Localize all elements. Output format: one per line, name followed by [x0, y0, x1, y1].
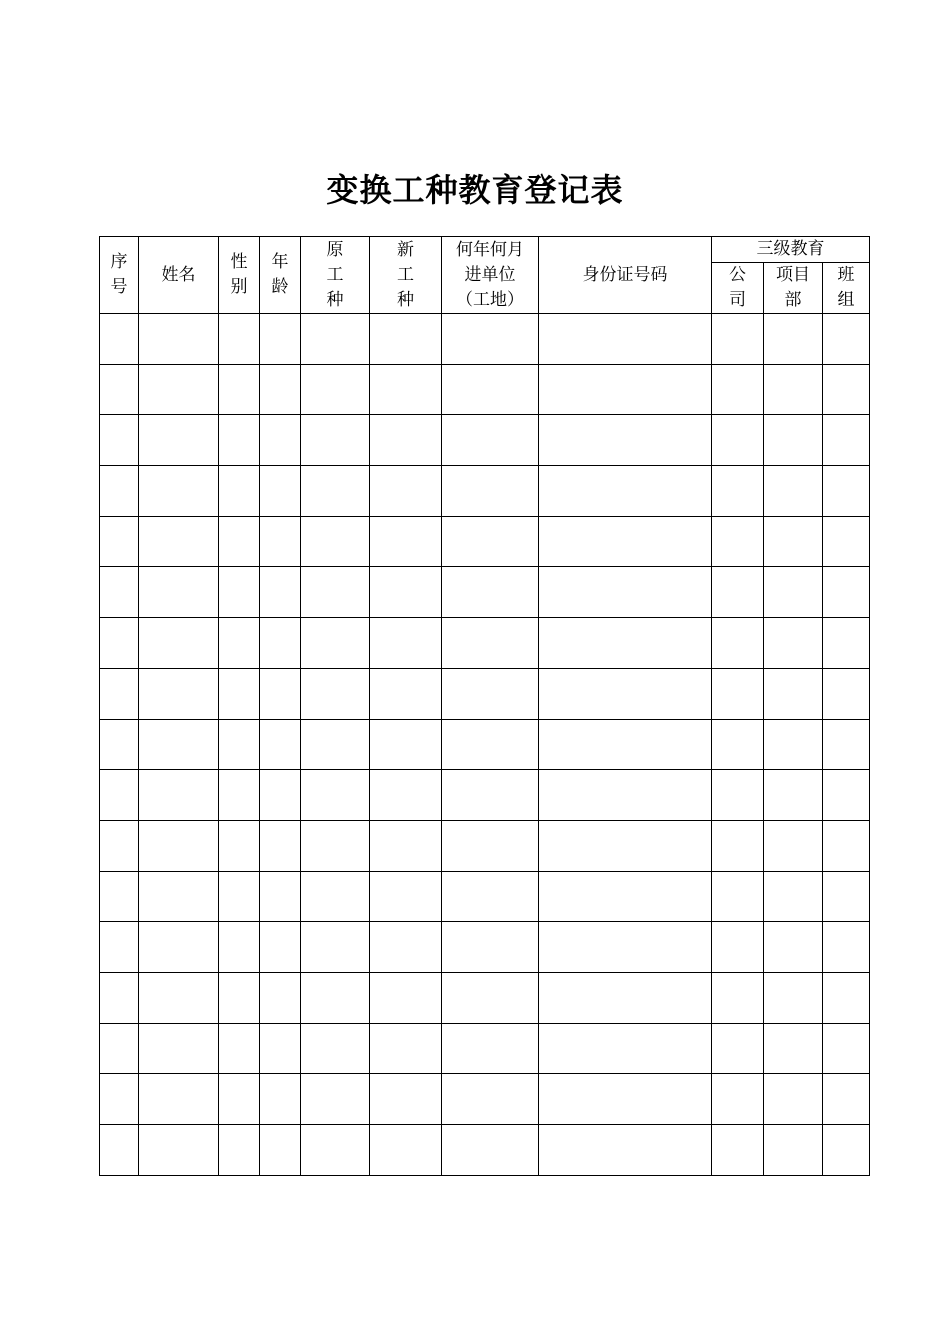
header-name: 姓名	[139, 237, 219, 314]
table-row	[100, 364, 870, 415]
cell-id-number[interactable]	[539, 466, 712, 517]
cell-new-trade[interactable]	[370, 1074, 442, 1125]
cell-entry-date[interactable]	[442, 770, 539, 821]
cell-company[interactable]	[712, 922, 764, 973]
cell-project-dept[interactable]	[764, 415, 823, 466]
cell-age[interactable]	[260, 415, 301, 466]
cell-new-trade[interactable]	[370, 314, 442, 365]
cell-company[interactable]	[712, 871, 764, 922]
cell-seq[interactable]	[100, 922, 139, 973]
cell-age[interactable]	[260, 1023, 301, 1074]
cell-id-number[interactable]	[539, 922, 712, 973]
cell-entry-date[interactable]	[442, 1023, 539, 1074]
table-row	[100, 972, 870, 1023]
cell-name[interactable]	[139, 871, 219, 922]
cell-team[interactable]	[823, 364, 870, 415]
cell-entry-date[interactable]	[442, 314, 539, 365]
cell-new-trade[interactable]	[370, 871, 442, 922]
cell-name[interactable]	[139, 820, 219, 871]
cell-seq[interactable]	[100, 364, 139, 415]
header-seq: 序号	[100, 237, 139, 314]
cell-team[interactable]	[823, 922, 870, 973]
cell-age[interactable]	[260, 871, 301, 922]
cell-old-trade[interactable]	[301, 719, 370, 770]
cell-team[interactable]	[823, 618, 870, 669]
cell-new-trade[interactable]	[370, 922, 442, 973]
cell-project-dept[interactable]	[764, 314, 823, 365]
cell-name[interactable]	[139, 972, 219, 1023]
cell-new-trade[interactable]	[370, 820, 442, 871]
cell-age[interactable]	[260, 314, 301, 365]
header-entry-line1: 何年何月	[456, 239, 524, 260]
cell-seq[interactable]	[100, 719, 139, 770]
cell-name[interactable]	[139, 314, 219, 365]
table-row	[100, 668, 870, 719]
cell-company[interactable]	[712, 516, 764, 567]
registration-table	[99, 236, 870, 1176]
cell-entry-date[interactable]	[442, 922, 539, 973]
cell-company[interactable]	[712, 466, 764, 517]
cell-seq[interactable]	[100, 972, 139, 1023]
cell-project-dept[interactable]	[764, 1074, 823, 1125]
cell-age[interactable]	[260, 719, 301, 770]
cell-name[interactable]	[139, 1125, 219, 1176]
cell-project-dept[interactable]	[764, 871, 823, 922]
cell-team[interactable]	[823, 1023, 870, 1074]
cell-new-trade[interactable]	[370, 567, 442, 618]
cell-new-trade[interactable]	[370, 1125, 442, 1176]
cell-team[interactable]	[823, 516, 870, 567]
cell-team[interactable]	[823, 466, 870, 517]
cell-company[interactable]	[712, 668, 764, 719]
cell-id-number[interactable]	[539, 1023, 712, 1074]
cell-company[interactable]	[712, 415, 764, 466]
cell-gender[interactable]	[219, 1074, 260, 1125]
cell-name[interactable]	[139, 719, 219, 770]
cell-gender[interactable]	[219, 871, 260, 922]
cell-company[interactable]	[712, 820, 764, 871]
cell-entry-date[interactable]	[442, 820, 539, 871]
cell-age[interactable]	[260, 922, 301, 973]
cell-name[interactable]	[139, 567, 219, 618]
cell-entry-date[interactable]	[442, 364, 539, 415]
cell-project-dept[interactable]	[764, 466, 823, 517]
cell-gender[interactable]	[219, 364, 260, 415]
cell-new-trade[interactable]	[370, 364, 442, 415]
cell-project-dept[interactable]	[764, 719, 823, 770]
cell-gender[interactable]	[219, 466, 260, 517]
cell-team[interactable]	[823, 719, 870, 770]
cell-project-dept[interactable]	[764, 567, 823, 618]
cell-entry-date[interactable]	[442, 567, 539, 618]
cell-new-trade[interactable]	[370, 516, 442, 567]
cell-team[interactable]	[823, 1125, 870, 1176]
cell-new-trade[interactable]	[370, 972, 442, 1023]
table-row	[100, 415, 870, 466]
cell-team[interactable]	[823, 314, 870, 365]
cell-team[interactable]	[823, 820, 870, 871]
cell-old-trade[interactable]	[301, 466, 370, 517]
cell-age[interactable]	[260, 770, 301, 821]
cell-entry-date[interactable]	[442, 516, 539, 567]
cell-old-trade[interactable]	[301, 871, 370, 922]
cell-old-trade[interactable]	[301, 516, 370, 567]
cell-seq[interactable]	[100, 466, 139, 517]
cell-company[interactable]	[712, 364, 764, 415]
cell-name[interactable]	[139, 922, 219, 973]
cell-id-number[interactable]	[539, 820, 712, 871]
header-entry-line3: （工地）	[456, 289, 524, 310]
cell-company[interactable]	[712, 618, 764, 669]
table-row	[100, 1023, 870, 1074]
cell-name[interactable]	[139, 668, 219, 719]
table-row	[100, 618, 870, 669]
cell-id-number[interactable]	[539, 516, 712, 567]
cell-id-number[interactable]	[539, 415, 712, 466]
cell-team[interactable]	[823, 770, 870, 821]
cell-company[interactable]	[712, 972, 764, 1023]
cell-seq[interactable]	[100, 415, 139, 466]
header-gender: 性别	[219, 237, 260, 314]
cell-id-number[interactable]	[539, 972, 712, 1023]
cell-id-number[interactable]	[539, 314, 712, 365]
header-age: 年龄	[260, 237, 301, 314]
cell-id-number[interactable]	[539, 1074, 712, 1125]
cell-old-trade[interactable]	[301, 415, 370, 466]
cell-seq[interactable]	[100, 668, 139, 719]
cell-old-trade[interactable]	[301, 770, 370, 821]
cell-id-number[interactable]	[539, 567, 712, 618]
cell-project-dept[interactable]	[764, 770, 823, 821]
cell-old-trade[interactable]	[301, 314, 370, 365]
cell-old-trade[interactable]	[301, 668, 370, 719]
cell-seq[interactable]	[100, 770, 139, 821]
cell-seq[interactable]	[100, 314, 139, 365]
cell-company[interactable]	[712, 770, 764, 821]
cell-name[interactable]	[139, 618, 219, 669]
table-row	[100, 466, 870, 517]
cell-entry-date[interactable]	[442, 719, 539, 770]
cell-company[interactable]	[712, 314, 764, 365]
cell-gender[interactable]	[219, 820, 260, 871]
cell-seq[interactable]	[100, 820, 139, 871]
table-row	[100, 314, 870, 365]
cell-project-dept[interactable]	[764, 1023, 823, 1074]
cell-project-dept[interactable]	[764, 820, 823, 871]
cell-entry-date[interactable]	[442, 466, 539, 517]
cell-old-trade[interactable]	[301, 820, 370, 871]
cell-id-number[interactable]	[539, 618, 712, 669]
cell-id-number[interactable]	[539, 1125, 712, 1176]
cell-new-trade[interactable]	[370, 719, 442, 770]
cell-seq[interactable]	[100, 618, 139, 669]
cell-id-number[interactable]	[539, 668, 712, 719]
cell-company[interactable]	[712, 567, 764, 618]
cell-project-dept[interactable]	[764, 364, 823, 415]
cell-new-trade[interactable]	[370, 466, 442, 517]
header-company: 公司	[712, 263, 764, 314]
table-header	[100, 237, 870, 314]
cell-seq[interactable]	[100, 1074, 139, 1125]
cell-age[interactable]	[260, 466, 301, 517]
cell-name[interactable]	[139, 415, 219, 466]
cell-gender[interactable]	[219, 1125, 260, 1176]
cell-old-trade[interactable]	[301, 618, 370, 669]
cell-age[interactable]	[260, 668, 301, 719]
cell-old-trade[interactable]	[301, 922, 370, 973]
cell-seq[interactable]	[100, 516, 139, 567]
cell-age[interactable]	[260, 1125, 301, 1176]
cell-gender[interactable]	[219, 922, 260, 973]
cell-id-number[interactable]	[539, 871, 712, 922]
table-body	[100, 314, 870, 1176]
cell-team[interactable]	[823, 871, 870, 922]
cell-company[interactable]	[712, 1074, 764, 1125]
cell-age[interactable]	[260, 972, 301, 1023]
cell-team[interactable]	[823, 668, 870, 719]
cell-project-dept[interactable]	[764, 972, 823, 1023]
table-row	[100, 922, 870, 973]
cell-team[interactable]	[823, 972, 870, 1023]
cell-old-trade[interactable]	[301, 972, 370, 1023]
cell-entry-date[interactable]	[442, 1074, 539, 1125]
cell-entry-date[interactable]	[442, 668, 539, 719]
cell-old-trade[interactable]	[301, 567, 370, 618]
cell-old-trade[interactable]	[301, 1125, 370, 1176]
cell-entry-date[interactable]	[442, 1125, 539, 1176]
cell-age[interactable]	[260, 1074, 301, 1125]
table-row	[100, 820, 870, 871]
cell-name[interactable]	[139, 466, 219, 517]
page-title: 变换工种教育登记表	[326, 171, 624, 209]
header-three-level-education: 三级教育	[712, 237, 870, 263]
cell-company[interactable]	[712, 719, 764, 770]
cell-age[interactable]	[260, 516, 301, 567]
header-entry-date	[442, 237, 539, 314]
table-row	[100, 1125, 870, 1176]
cell-gender[interactable]	[219, 770, 260, 821]
cell-age[interactable]	[260, 618, 301, 669]
header-team: 班组	[823, 263, 870, 314]
cell-name[interactable]	[139, 364, 219, 415]
cell-project-dept[interactable]	[764, 516, 823, 567]
cell-seq[interactable]	[100, 1023, 139, 1074]
cell-old-trade[interactable]	[301, 1023, 370, 1074]
table-row	[100, 719, 870, 770]
header-project-dept: 项目部	[764, 263, 823, 314]
cell-new-trade[interactable]	[370, 618, 442, 669]
cell-name[interactable]	[139, 770, 219, 821]
cell-team[interactable]	[823, 567, 870, 618]
cell-gender[interactable]	[219, 1023, 260, 1074]
cell-entry-date[interactable]	[442, 972, 539, 1023]
cell-project-dept[interactable]	[764, 668, 823, 719]
cell-entry-date[interactable]	[442, 871, 539, 922]
cell-gender[interactable]	[219, 567, 260, 618]
cell-id-number[interactable]	[539, 364, 712, 415]
cell-name[interactable]	[139, 1074, 219, 1125]
header-old-trade: 原工种	[301, 237, 370, 314]
cell-company[interactable]	[712, 1125, 764, 1176]
cell-age[interactable]	[260, 820, 301, 871]
cell-new-trade[interactable]	[370, 415, 442, 466]
cell-project-dept[interactable]	[764, 618, 823, 669]
table-row	[100, 871, 870, 922]
cell-seq[interactable]	[100, 567, 139, 618]
cell-old-trade[interactable]	[301, 364, 370, 415]
header-entry-line2: 进单位	[464, 264, 516, 285]
header-id-number: 身份证号码	[539, 237, 712, 314]
table-row	[100, 567, 870, 618]
cell-new-trade[interactable]	[370, 1023, 442, 1074]
cell-gender[interactable]	[219, 314, 260, 365]
cell-project-dept[interactable]	[764, 1125, 823, 1176]
cell-gender[interactable]	[219, 415, 260, 466]
cell-id-number[interactable]	[539, 719, 712, 770]
cell-gender[interactable]	[219, 668, 260, 719]
table-row	[100, 516, 870, 567]
cell-new-trade[interactable]	[370, 770, 442, 821]
cell-name[interactable]	[139, 1023, 219, 1074]
cell-gender[interactable]	[219, 618, 260, 669]
cell-seq[interactable]	[100, 1125, 139, 1176]
cell-entry-date[interactable]	[442, 618, 539, 669]
cell-entry-date[interactable]	[442, 415, 539, 466]
cell-name[interactable]	[139, 516, 219, 567]
table-row	[100, 1074, 870, 1125]
cell-team[interactable]	[823, 1074, 870, 1125]
cell-old-trade[interactable]	[301, 1074, 370, 1125]
header-new-trade: 新工种	[370, 237, 442, 314]
cell-id-number[interactable]	[539, 770, 712, 821]
cell-new-trade[interactable]	[370, 668, 442, 719]
table-row	[100, 770, 870, 821]
cell-gender[interactable]	[219, 516, 260, 567]
cell-age[interactable]	[260, 567, 301, 618]
cell-team[interactable]	[823, 415, 870, 466]
cell-company[interactable]	[712, 1023, 764, 1074]
cell-gender[interactable]	[219, 719, 260, 770]
cell-project-dept[interactable]	[764, 922, 823, 973]
cell-age[interactable]	[260, 364, 301, 415]
cell-gender[interactable]	[219, 972, 260, 1023]
cell-seq[interactable]	[100, 871, 139, 922]
